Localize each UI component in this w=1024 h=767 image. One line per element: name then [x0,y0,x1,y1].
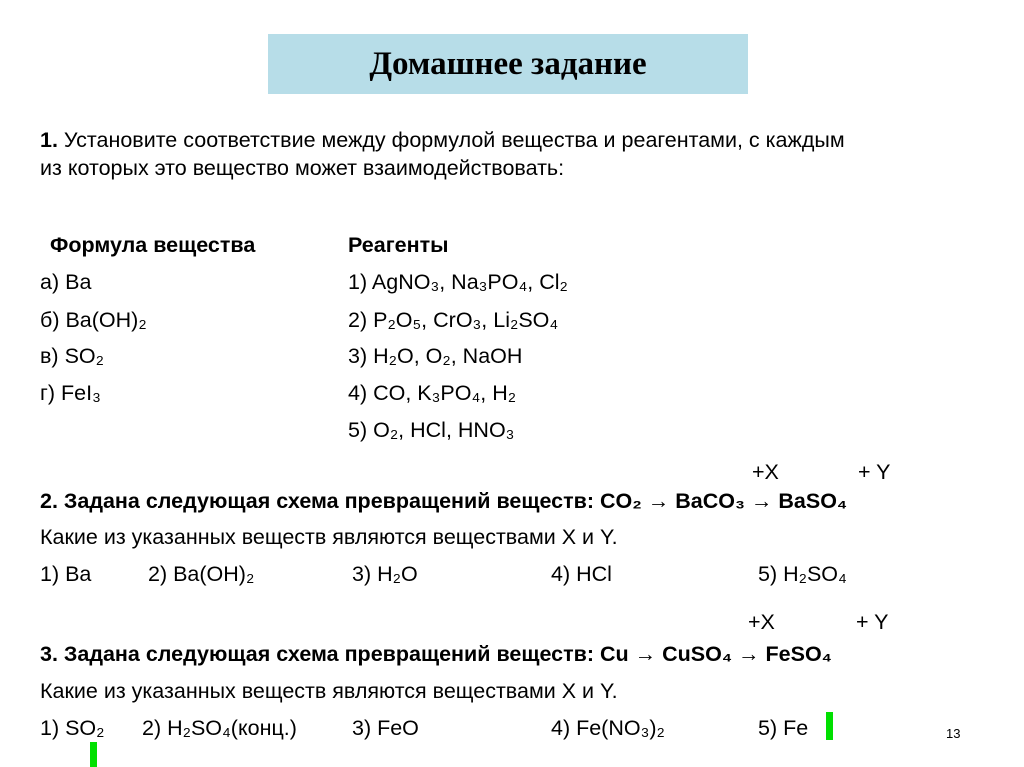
task1-line2: из которых это вещество может взаимодействовать: [40,156,565,180]
task1-text-1: Установите соответствие между формулой вещества и реагентами, с каждым [57,128,845,152]
col-header-formula: Формула вещества [50,233,256,257]
task3-option-1: 1) SO₂ [40,716,105,740]
task2-scheme-line: 2. Задана следующая схема превращений веществ: CO₂ → BaCO₃ → BaSO₄ [40,489,848,513]
reagent-5: 5) O₂, HCl, HNO₃ [348,418,515,442]
task2-scheme: CO₂ → BaCO₃ → BaSO₄ [600,489,848,513]
task2-option-1: 1) Ba [40,562,92,586]
task2-option-4: 4) HCl [551,562,612,586]
answer-marker-right [826,712,833,740]
col-header-reagents: Реагенты [348,233,449,257]
task3-option-4: 4) Fe(NO₃)₂ [551,716,665,740]
title-text: Домашнее задание [369,45,647,82]
task1-line1 [40,130,845,152]
task3-option-3: 3) FeO [352,716,419,740]
substance-a: а) Ba [40,270,92,294]
substance-g: г) FeI₃ [40,381,101,405]
reagent-3: 3) H₂O, O₂, NaOH [348,344,523,368]
task3-option-2: 2) H₂SO₄(конц.) [142,716,297,740]
reagent-1: 1) AgNO₃, Na₃PO₄, Cl₂ [348,270,568,294]
task3-above-x: +X [748,610,775,634]
reagent-4: 4) CO, K₃PO₄, H₂ [348,381,517,405]
substance-b: б) Ba(OH)₂ [40,308,147,332]
task1-number: 1. [40,128,58,152]
task2-option-5: 5) H₂SO₄ [758,562,847,586]
answer-marker-left [90,742,97,767]
task2-above-x: +X [752,460,779,484]
reagent-2: 2) P₂O₅, CrO₃, Li₂SO₄ [348,308,559,332]
task3-scheme-line: 3. Задана следующая схема превращений веществ: Cu → CuSO₄ → FeSO₄ [40,642,832,666]
task3-question: Какие из указанных веществ являются веществами X и Y. [40,679,618,703]
page-number: 13 [946,726,961,741]
task3-option-5: 5) Fe [758,716,809,740]
task2-question: Какие из указанных веществ являются веществами X и Y. [40,525,618,549]
substance-v: в) SO₂ [40,344,104,368]
task2-option-3: 3) H₂O [352,562,418,586]
task2-above-y: + Y [858,460,891,484]
task3-above-y: + Y [856,610,889,634]
task2-option-2: 2) Ba(OH)₂ [148,562,255,586]
task3-scheme: Cu → CuSO₄ → FeSO₄ [600,642,832,666]
page-title [268,34,748,94]
